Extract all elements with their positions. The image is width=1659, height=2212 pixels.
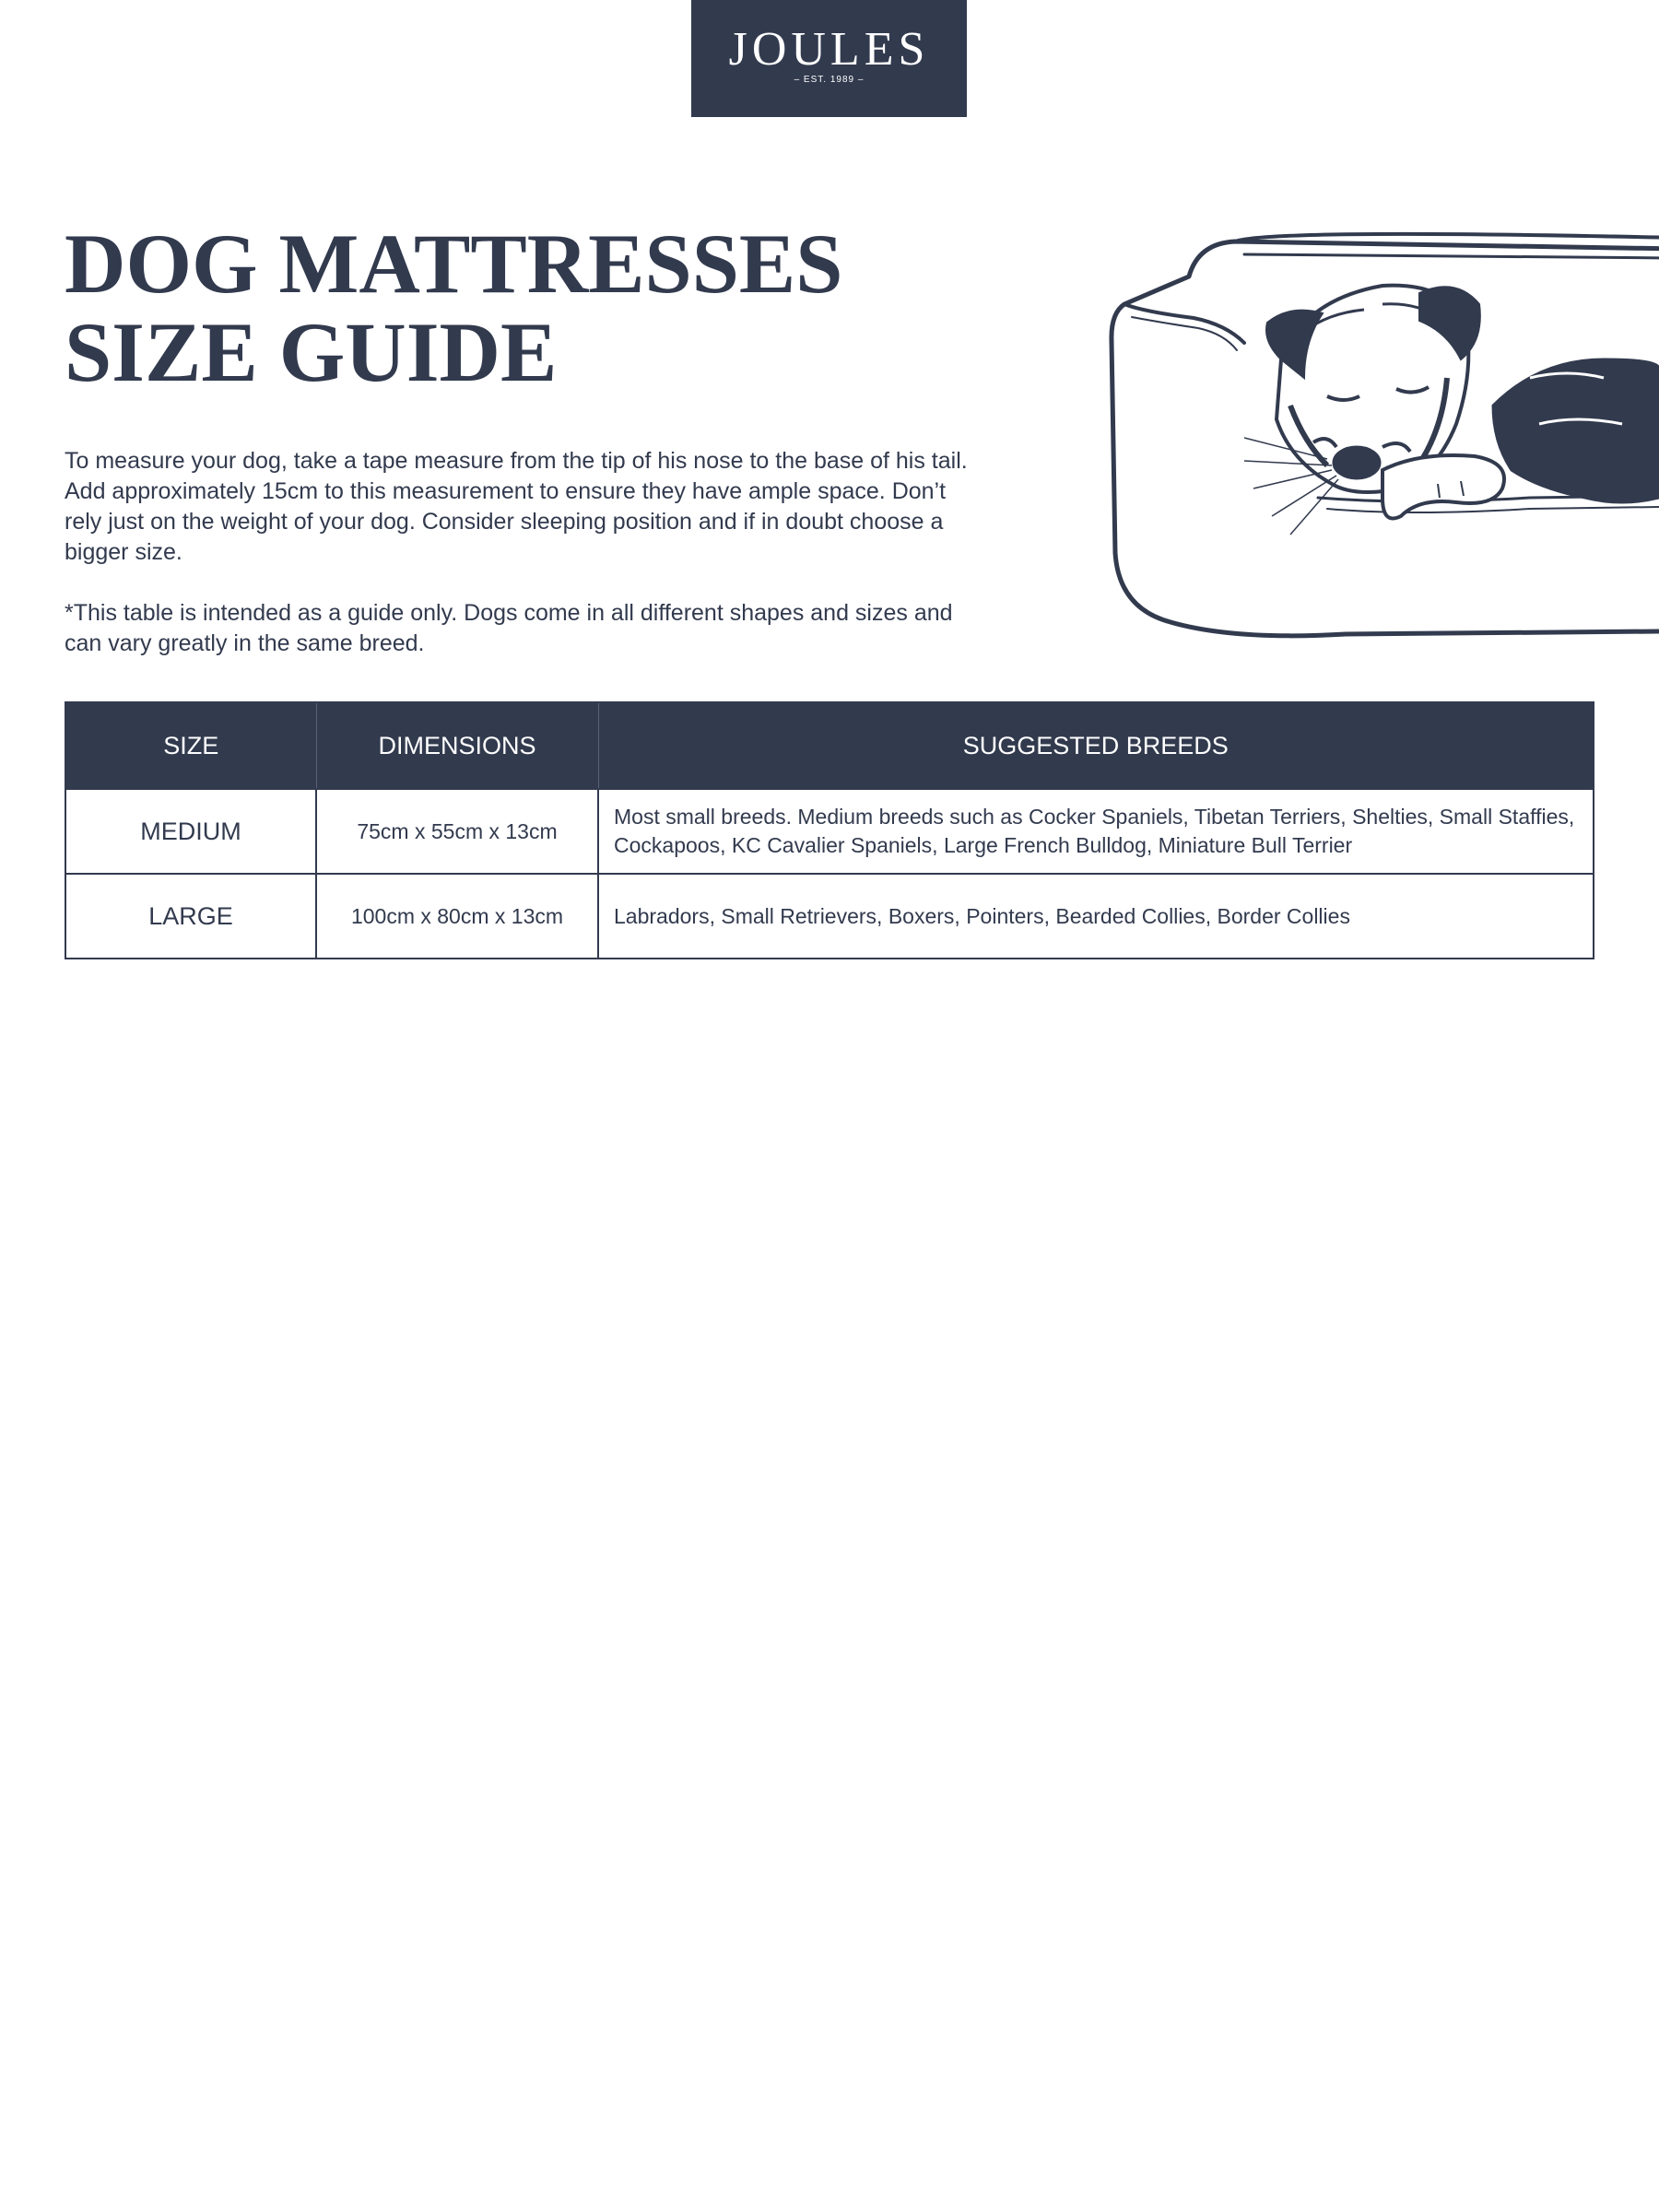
dimensions-cell: 75cm x 55cm x 13cm [316, 789, 598, 874]
table-header-row [65, 702, 1594, 789]
column-header-suggested-breeds: SUGGESTED BREEDS [598, 702, 1594, 789]
table-row [65, 874, 1594, 959]
guide-disclaimer: *This table is intended as a guide only. Dogs come in all different shapes and sizes and can vary greatly in the same breed. [65, 600, 953, 656]
breeds-cell: Most small breeds. Medium breeds such as Cocker Spaniels, Tibetan Terriers, Shelties, Small Staffies, Cockapoos, KC Cavalier Spaniels, Large French Bulldog, Miniature Bull Terrier [598, 789, 1594, 874]
joules-logo [691, 0, 967, 117]
breeds-cell: Labradors, Small Retrievers, Boxers, Pointers, Bearded Collies, Border Collies [598, 874, 1594, 959]
sleeping-dog-in-bed-illustration [1106, 221, 1659, 645]
table-row [65, 789, 1594, 874]
size-guide-table [65, 701, 1594, 959]
page-title-line-2: SIZE GUIDE [65, 305, 558, 399]
dimensions-cell: 100cm x 80cm x 13cm [316, 874, 598, 959]
logo-established: – EST. 1989 – [794, 75, 865, 85]
column-header-dimensions: DIMENSIONS [316, 702, 598, 789]
measuring-instructions: To measure your dog, take a tape measure from the tip of his nose to the base of his tail. Add approximately 15cm to this measurement to ensure they have ample space. Don’t rely just on the weight of your dog. Consider sleeping position and if in doubt choose a bigger size. [65, 448, 968, 565]
page-title [65, 217, 843, 399]
size-cell: MEDIUM [65, 789, 316, 874]
column-header-size: SIZE [65, 702, 316, 789]
page-title-line-1: DOG MATTRESSES [65, 217, 843, 311]
size-cell: LARGE [65, 874, 316, 959]
logo-wordmark: JOULES [728, 23, 930, 76]
